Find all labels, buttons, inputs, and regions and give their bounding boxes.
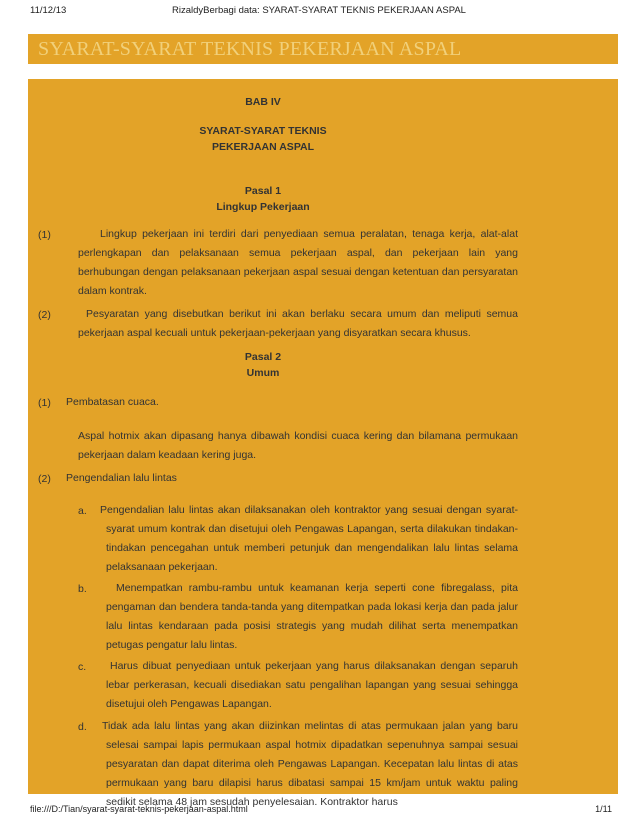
print-date: 11/12/13	[30, 5, 67, 16]
sub-a-label: a.	[78, 505, 87, 517]
pasal1-item2-number: (2)	[38, 309, 51, 321]
print-header	[0, 3, 638, 17]
sub-b-label: b.	[78, 583, 87, 595]
pasal1-item1-number: (1)	[38, 229, 51, 241]
print-page-title: RizaldyBerbagi data: SYARAT-SYARAT TEKNIS PEKERJAAN ASPAL	[172, 5, 466, 16]
sub-d-label: d.	[78, 721, 87, 733]
blog-title[interactable]: SYARAT-SYARAT TEKNIS PEKERJAAN ASPAL	[38, 38, 462, 60]
page-number: 1/11	[595, 804, 612, 814]
print-url: file:///D:/Tian/syarat-syarat-teknis-pekerjaan-aspal.html	[30, 804, 248, 814]
pasal1-title: Lingkup Pekerjaan	[216, 201, 310, 213]
sub-b-text: Menempatkan rambu-rambu untuk keamanan kerja seperti cone fibregalass, pita pengaman dan bendera tanda-tanda yang ditempatkan pada lokasi kerja dan pada jalur lalu lintas kendaraan pada posisi strategis yang mudah dilihat serta menempatkan petugas pengatur lalu lintas.	[106, 582, 518, 651]
sub-c-text: Harus dibuat penyediaan untuk pekerjaan yang harus dilaksanakan dengan separuh lebar perkerasan, kecuali disediakan satu pengalihan lapangan yang sesuai sehingga disetujui oleh Pengawas Lapangan.	[106, 660, 518, 710]
post-body	[28, 79, 618, 808]
sub-c-label: c.	[78, 661, 87, 673]
sub-d-text: Tidak ada lalu lintas yang akan diizinkan melintas di atas permukaan jalan yang baru selesai sampai lapis permukaan aspal hotmix dipadatkan sepenuhnya sampai sesuai pesyaratan dan dapat diterima oleh Pengawas Lapangan. Kecepatan lalu lintas di atas permukaan yang baru dilapisi harus dibatasi sampai 15 km/jam untuk waktu paling sedikit selama 48 jam sesudah penyelesaian. Kontraktor harus	[102, 720, 518, 808]
blog-title-bar	[28, 34, 618, 64]
pasal2-item2-number: (2)	[38, 473, 51, 485]
doc-title-line1: SYARAT-SYARAT TEKNIS	[199, 125, 327, 137]
pasal1-item2-text: Pesyaratan yang disebutkan berikut ini akan berlaku secara umum dan meliputi semua pekerjaan aspal kecuali untuk pekerjaan-pekerjaan yang disyaratkan secara khusus.	[78, 308, 518, 339]
pasal2-item2-heading: Pengendalian lalu lintas	[66, 472, 177, 484]
pasal2-item1-number: (1)	[38, 397, 51, 409]
pasal2-number: Pasal 2	[244, 351, 282, 363]
pasal1-item1-text: Lingkup pekerjaan ini terdiri dari penyediaan semua peralatan, tenaga kerja, alat-alat perlengkapan dan pelaksanaan semua pekerjaan aspal, dan pekerjaan lain yang berhubungan dengan pelaksanaan pekerjaan aspal sesuai dengan ketentuan dan persyaratan dalam kontrak.	[78, 228, 518, 297]
pasal1-number: Pasal 1	[244, 185, 282, 197]
doc-title-line2: PEKERJAAN ASPAL	[211, 141, 315, 153]
pasal2-item1-heading: Pembatasan cuaca.	[66, 396, 159, 408]
chapter-heading: BAB IV	[245, 96, 281, 108]
pasal2-title: Umum	[246, 367, 280, 379]
sub-a-text: Pengendalian lalu lintas akan dilaksanakan oleh kontraktor yang sesuai dengan syarat-syarat umum kontrak dan disetujui oleh Pengawas Lapangan, serta dilakukan tindakan-tindakan pencegahan untuk memberi petunjuk dan mengendalikan lalu lintas selama pelaksanaan pekerjaan.	[100, 504, 518, 573]
pasal2-item1-text: Aspal hotmix akan dipasang hanya dibawah kondisi cuaca kering dan bilamana permukaan pekerjaan dalam keadaan kering juga.	[78, 430, 518, 461]
